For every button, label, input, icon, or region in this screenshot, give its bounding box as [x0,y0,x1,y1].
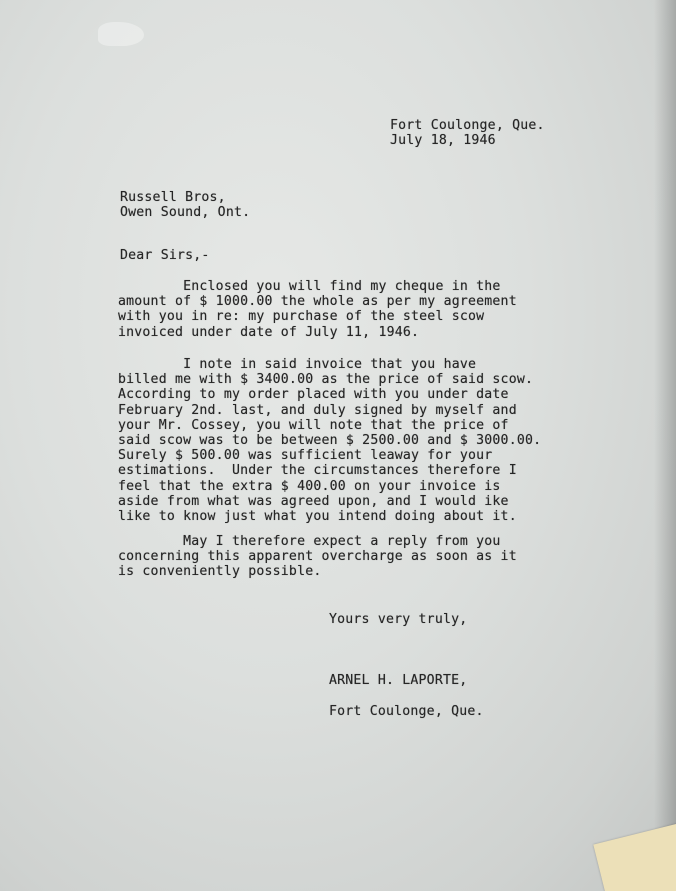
signer-name: ARNEL H. LAPORTE, [329,673,468,688]
recipient-name: Russell Bros, [120,190,226,205]
body-paragraph: I note in said invoice that you have billed me with $ 3400.00 as the price of said scow. According to my order placed with you under date February 2nd. last, and duly signed by myself and your Mr. Cossey, you will note that the price of said scow was to be between $ 2500.00 and $ 3000.00. Surely $ 500.00 was sufficient leaway for your estimations. Under the circumstances therefore I feel that the extra $ 400.00 on your invoice is aside from what was agreed upon, and I would ike like to know just what you intend doing about it. [118,357,542,525]
body-paragraph: May I therefore expect a reply from you concerning this apparent overcharge as soon as it is conveniently possible. [118,534,517,580]
recipient-city: Owen Sound, Ont. [120,205,251,220]
letter-date: July 18, 1946 [390,133,496,148]
signer-place: Fort Coulonge, Que. [329,704,484,719]
sender-place: Fort Coulonge, Que. [390,118,545,133]
page-edge-shadow [654,0,676,891]
paper-tear [98,22,144,46]
body-paragraph: Enclosed you will find my cheque in the amount of $ 1000.00 the whole as per my agreement with you in re: my purchase of the steel scow invoiced under date of July 11, 1946. [118,279,517,340]
tape-corner [593,823,676,891]
salutation: Dear Sirs,- [120,248,210,263]
closing: Yours very truly, [329,612,468,627]
